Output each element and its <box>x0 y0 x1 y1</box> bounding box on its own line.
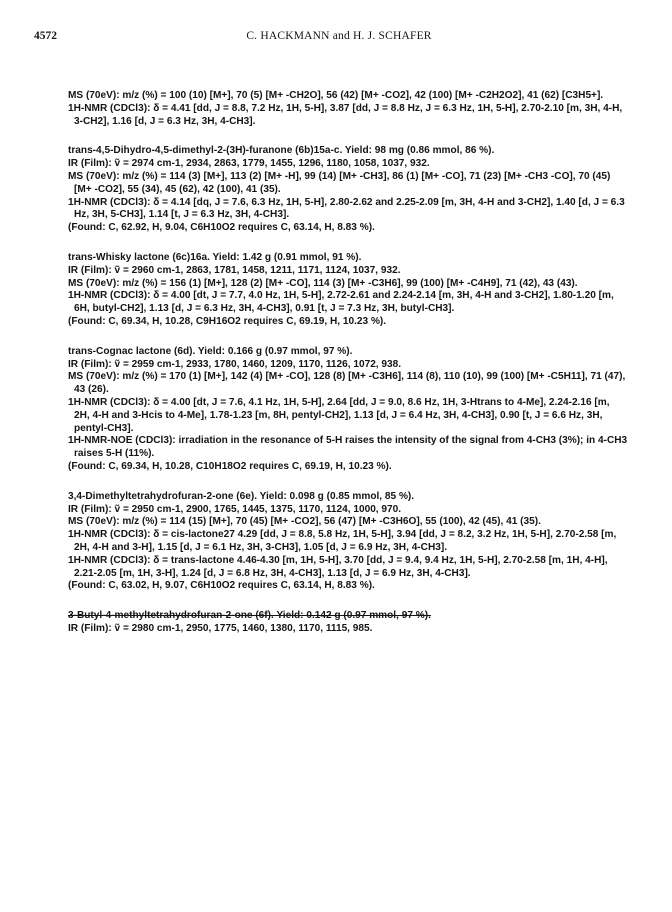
compound-6b-data <box>68 145 628 235</box>
compound-title: 3-Butyl-4-methyltetrahydrofuran-2-one (6f). Yield: 0.142 g (0.97 mmol, 97 %). <box>68 610 431 622</box>
nmr-line: 1H-NMR (CDCl3): δ = 4.41 [dd, J = 8.8, 7.2 Hz, 1H, 5-H], 3.87 [dd, J = 8.8 Hz, J = 6.3 Hz, 1H, 5-H], 2.70-2.10 [m, 3H, 4-H, 3-CH2], 1.16 [d, J = 6.3 Hz, 3H, 4-CH3]. <box>68 102 623 127</box>
ms-line: MS (70eV): m/z (%) = 114 (15) [M+], 70 (45) [M+ -CO2], 56 (47) [M+ -C3H6O], 55 (100), 42 (45), 41 (35). <box>68 516 541 528</box>
page-header <box>34 30 644 46</box>
ir-line: IR (Film): ṽ = 2959 cm-1, 2933, 1780, 1460, 1209, 1170, 1126, 1072, 938. <box>68 358 402 370</box>
elemental-analysis: (Found: C, 69.34, H, 10.28, C9H16O2 requires C, 69.19, H, 10.23 %). <box>68 315 387 327</box>
compound-title: trans-4,5-Dihydro-4,5-dimethyl-2-(3H)-furanone (6b)15a-c. Yield: 98 mg (0.86 mmol, 86 %). <box>68 145 495 157</box>
page-number: 4572 <box>34 30 57 42</box>
ir-line: IR (Film): ṽ = 2980 cm-1, 2950, 1775, 1460, 1380, 1170, 1115, 985. <box>68 622 373 634</box>
compound-6d-data <box>68 346 628 474</box>
ms-line: MS (70eV): m/z (%) = 156 (1) [M+], 128 (2) [M+ -CO], 114 (3) [M+ -C3H6], 99 (100) [M+ -C4H9], 71 (42), 43 (43). <box>68 277 578 289</box>
compound-title: trans-Whisky lactone (6c)16a. Yield: 1.42 g (0.91 mmol, 91 %). <box>68 251 362 263</box>
elemental-analysis: (Found: C, 69.34, H, 10.28, C10H18O2 requires C, 69.19, H, 10.23 %). <box>68 460 392 472</box>
elemental-analysis: (Found: C, 62.92, H, 9.04, C6H10O2 requires C, 63.14, H, 8.83 %). <box>68 222 375 234</box>
nmr-line: 1H-NMR (CDCl3): δ = 4.00 [dt, J = 7.7, 4.0 Hz, 1H, 5-H], 2.72-2.61 and 2.24-2.14 [m, 3H, 4-H and 3-CH2], 1.80-1.20 [m, 6H, butyl-CH2], 1.13 [d, J = 6.3 Hz, 3H, 4-CH3], 0.91 [t, J = 7.3 Hz, 3H, butyl-CH3]. <box>68 290 614 315</box>
elemental-analysis: (Found: C, 63.02, H, 9.07, C6H10O2 requires C, 63.14, H, 8.83 %). <box>68 580 375 592</box>
compound-title: trans-Cognac lactone (6d). Yield: 0.166 g (0.97 mmol, 97 %). <box>68 345 353 357</box>
ms-line: MS (70eV): m/z (%) = 170 (1) [M+], 142 (4) [M+ -CO], 128 (8) [M+ -C3H6], 114 (8), 110 (10), 99 (100) [M+ -C5H11], 71 (47), 43 (26). <box>68 371 626 396</box>
ir-line: IR (Film): ṽ = 2950 cm-1, 2900, 1765, 1445, 1375, 1170, 1124, 1000, 970. <box>68 503 402 515</box>
nmr-cis-line: 1H-NMR (CDCl3): δ = cis-lactone27 4.29 [dd, J = 8.8, 5.8 Hz, 1H, 5-H], 3.94 [dd, J = 8.2, 3.2 Hz, 1H, 5-H], 2.70-2.58 [m, 2H, 4-H and 3-H], 1.15 [d, J = 6.1 Hz, 3H, 3-CH3], 1.05 [d, J = 6.9 Hz, 3H, 4-CH3]. <box>68 529 617 553</box>
compound-6a-data <box>68 90 628 128</box>
compound-title: 3,4-Dimethyltetrahydrofuran-2-one (6e). Yield: 0.098 g (0.85 mmol, 85 %). <box>68 490 415 502</box>
nmr-line: 1H-NMR (CDCl3): δ = 4.00 [dt, J = 7.6, 4.1 Hz, 1H, 5-H], 2.64 [dd, J = 9.0, 8.6 Hz, 1H, 3-Htrans to 4-Me], 2.24-2.16 [m, 2H, 4-H and 3-Hcis to 4-Me], 1.78-1.23 [m, 8H, pentyl-CH2], 1.13 [d, J = 6.4 Hz, 3H, 4-CH3], 0.90 [t, J = 6.6 Hz, 3H, pentyl-CH3]. <box>68 396 610 434</box>
running-head: C. HACKMANN and H. J. SCHAFER <box>246 30 432 42</box>
compound-6f-data <box>68 610 628 636</box>
ms-line: MS (70eV): m/z (%) = 100 (10) [M+], 70 (5) [M+ -CH2O], 56 (42) [M+ -CO2], 42 (100) [M+ -C2H2O2], 41 (62) [C3H5+]. <box>68 90 604 101</box>
nmr-noe-line: 1H-NMR-NOE (CDCl3): irradiation in the resonance of 5-H raises the intensity of the signal from 4-CH3 (3%); in 4-CH3 raises 5-H (11%). <box>68 435 628 460</box>
compound-6c-data <box>68 252 628 329</box>
ir-line: IR (Film): ṽ = 2960 cm-1, 2863, 1781, 1458, 1211, 1171, 1124, 1037, 932. <box>68 264 401 276</box>
experimental-text <box>68 90 628 653</box>
nmr-trans-line: 1H-NMR (CDCl3): δ = trans-lactone 4.46-4.30 [m, 1H, 5-H], 3.70 [dd, J = 9.4, 9.4 Hz, 1H, 5-H], 2.70-2.58 [m, 1H, 4-H], 2.21-2.05 [m, 1H, 3-H], 1.24 [d, J = 6.8 Hz, 3H, 4-CH3], 1.13 [d, J = 6.9 Hz, 3H, 4-CH3]. <box>68 554 608 579</box>
compound-6e-data <box>68 491 628 593</box>
ms-line: MS (70eV): m/z (%) = 114 (3) [M+], 113 (2) [M+ -H], 99 (14) [M+ -CH3], 86 (1) [M+ -CO], 71 (23) [M+ -CH3 -CO], 70 (45) [M+ -CO2], 55 (34), 45 (62), 42 (100), 41 (35). <box>68 170 611 195</box>
nmr-line: 1H-NMR (CDCl3): δ = 4.14 [dq, J = 7.6, 6.3 Hz, 1H, 5-H], 2.80-2.62 and 2.25-2.09 [m, 3H, 4-H and 3-CH2], 1.40 [d, J = 6.3 Hz, 3H, 5-CH3], 1.14 [t, J = 6.3 Hz, 3H, 4-CH3]. <box>68 196 625 221</box>
ir-line: IR (Film): ṽ = 2974 cm-1, 2934, 2863, 1779, 1455, 1296, 1180, 1058, 1037, 932. <box>68 158 430 170</box>
